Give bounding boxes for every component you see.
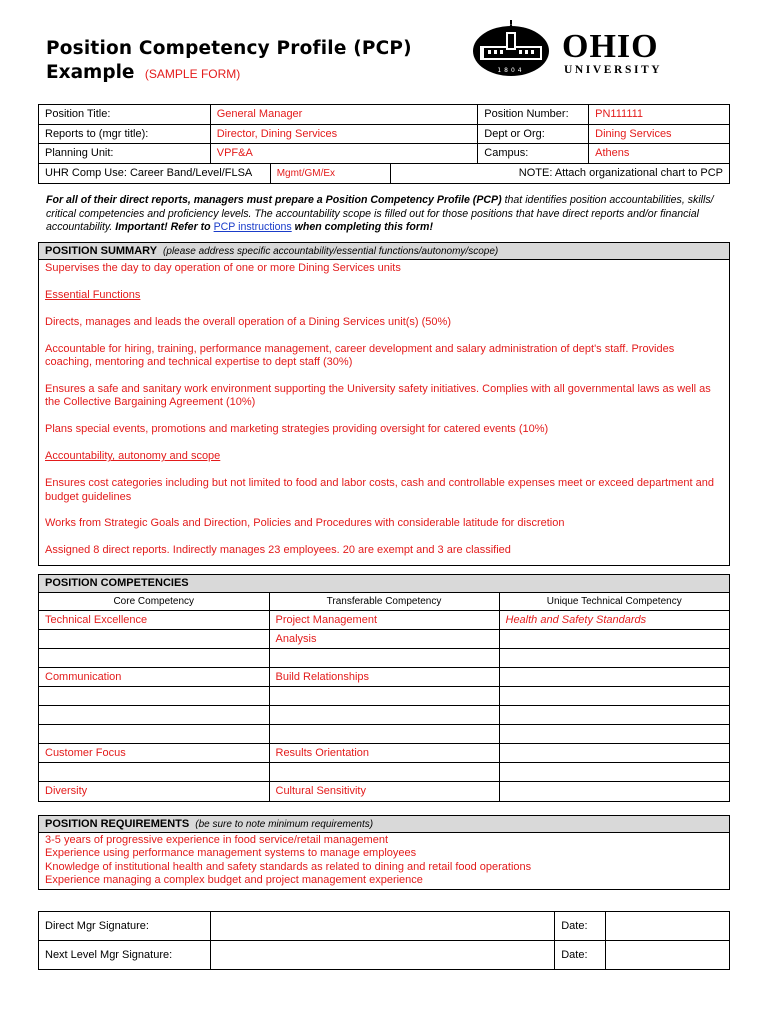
position-requirements-section bbox=[38, 815, 730, 890]
unique-competency-cell[interactable] bbox=[499, 630, 729, 649]
dept-label: Dept or Org: bbox=[478, 124, 589, 144]
requirement-line: 3-5 years of progressive experience in food service/retail management bbox=[45, 834, 389, 846]
table-row bbox=[39, 941, 730, 970]
table-row bbox=[39, 706, 729, 725]
planning-unit-label: Planning Unit: bbox=[39, 144, 211, 164]
direct-mgr-date-field[interactable] bbox=[606, 912, 730, 941]
unique-competency-cell[interactable] bbox=[499, 725, 729, 744]
table-row bbox=[39, 912, 730, 941]
logo-wordmark: OHIO bbox=[562, 28, 659, 65]
requirement-line: Experience managing a complex budget and project management experience bbox=[45, 874, 423, 887]
position-competencies-section bbox=[38, 574, 730, 802]
campus-label: Campus: bbox=[478, 144, 589, 164]
summary-line: Ensures a safe and sanitary work environment supporting the University safety initiatives. Complies with all governmental laws as well as the Collective Bargaining Agreement (10%) bbox=[45, 383, 711, 409]
transferable-competency-cell[interactable]: Build Relationships bbox=[269, 668, 499, 687]
position-summary-text[interactable] bbox=[39, 260, 729, 565]
position-requirements-text[interactable] bbox=[39, 833, 729, 889]
unique-competency-cell[interactable] bbox=[499, 649, 729, 668]
summary-subheading: Accountability, autonomy and scope bbox=[45, 450, 221, 463]
transferable-competency-cell[interactable] bbox=[269, 763, 499, 782]
column-header: Unique Technical Competency bbox=[499, 593, 729, 611]
next-level-mgr-signature-label: Next Level Mgr Signature: bbox=[39, 941, 211, 970]
unique-competency-cell[interactable] bbox=[499, 763, 729, 782]
summary-line: Works from Strategic Goals and Direction, Policies and Procedures with considerable latitude for discretion bbox=[45, 517, 565, 530]
org-chart-note: NOTE: Attach organizational chart to PCP bbox=[390, 164, 729, 184]
signature-table bbox=[38, 911, 730, 970]
pcp-instructions-link[interactable]: PCP instructions bbox=[213, 221, 292, 234]
core-competency-cell[interactable]: Communication bbox=[39, 668, 269, 687]
summary-line: Directs, manages and leads the overall operation of a Dining Services unit(s) (50%) bbox=[45, 315, 451, 328]
section-hint: (be sure to note minimum requirements) bbox=[195, 819, 374, 830]
core-competency-cell[interactable] bbox=[39, 630, 269, 649]
title-example: Example bbox=[46, 62, 135, 83]
ohio-university-logo bbox=[470, 20, 680, 82]
unique-competency-cell[interactable] bbox=[499, 706, 729, 725]
direct-mgr-signature-label: Direct Mgr Signature: bbox=[39, 912, 211, 941]
date-label: Date: bbox=[555, 912, 606, 941]
planning-unit-field[interactable]: VPF&A bbox=[210, 144, 478, 164]
position-requirements-heading bbox=[39, 816, 729, 833]
summary-line: Ensures cost categories including but not limited to food and labor costs, cash and controllable expenses meet or exceed department and budget guidelines bbox=[45, 477, 714, 503]
table-row bbox=[39, 164, 730, 184]
core-competency-cell[interactable] bbox=[39, 706, 269, 725]
requirement-line: Experience using performance management systems to manage employees bbox=[45, 847, 417, 860]
summary-subheading: Essential Functions bbox=[45, 288, 141, 301]
logo-year: 1804 bbox=[497, 67, 525, 74]
transferable-competency-cell[interactable]: Project Management bbox=[269, 611, 499, 630]
reports-to-field[interactable]: Director, Dining Services bbox=[210, 124, 478, 144]
cutler-hall-seal-icon bbox=[470, 20, 556, 82]
transferable-competency-cell[interactable] bbox=[269, 706, 499, 725]
title-line-2 bbox=[46, 62, 412, 83]
position-info-table bbox=[38, 104, 730, 164]
core-competency-cell[interactable] bbox=[39, 725, 269, 744]
next-level-mgr-date-field[interactable] bbox=[606, 941, 730, 970]
table-header-row bbox=[39, 593, 729, 611]
next-level-mgr-signature-field[interactable] bbox=[210, 941, 554, 970]
dept-field[interactable]: Dining Services bbox=[589, 124, 730, 144]
position-number-field[interactable]: PN111111 bbox=[589, 105, 730, 125]
unique-competency-cell[interactable] bbox=[499, 687, 729, 706]
core-competency-cell[interactable] bbox=[39, 687, 269, 706]
core-competency-cell[interactable]: Customer Focus bbox=[39, 744, 269, 763]
unique-competency-cell[interactable]: Health and Safety Standards bbox=[499, 611, 729, 630]
table-row bbox=[39, 725, 729, 744]
uhr-comp-label: UHR Comp Use: Career Band/Level/FLSA bbox=[39, 164, 271, 184]
reports-to-label: Reports to (mgr title): bbox=[39, 124, 211, 144]
table-row bbox=[39, 744, 729, 763]
position-competencies-heading bbox=[39, 575, 729, 592]
title-line-1: Position Competency Profile (PCP) bbox=[46, 38, 412, 59]
transferable-competency-cell[interactable] bbox=[269, 725, 499, 744]
table-row bbox=[39, 782, 729, 801]
core-competency-cell[interactable]: Technical Excellence bbox=[39, 611, 269, 630]
transferable-competency-cell[interactable] bbox=[269, 649, 499, 668]
table-row bbox=[39, 144, 730, 164]
unique-competency-cell[interactable] bbox=[499, 744, 729, 763]
instructions-paragraph bbox=[46, 194, 736, 235]
table-row bbox=[39, 124, 730, 144]
section-title: POSITION COMPETENCIES bbox=[45, 577, 189, 589]
direct-mgr-signature-field[interactable] bbox=[210, 912, 554, 941]
core-competency-cell[interactable]: Diversity bbox=[39, 782, 269, 801]
table-row bbox=[39, 611, 729, 630]
competencies-table bbox=[39, 592, 729, 801]
position-summary-heading bbox=[39, 243, 729, 260]
table-row bbox=[39, 668, 729, 687]
uhr-comp-field[interactable]: Mgmt/GM/Ex bbox=[270, 164, 390, 184]
table-row bbox=[39, 105, 730, 125]
transferable-competency-cell[interactable]: Results Orientation bbox=[269, 744, 499, 763]
intro-bold-text: For all of their direct reports, managers must prepare a Position Competency Profile (PCP) bbox=[46, 194, 502, 206]
section-hint: (please address specific accountability/essential functions/autonomy/scope) bbox=[163, 246, 499, 257]
summary-line: Assigned 8 direct reports. Indirectly manages 23 employees. 20 are exempt and 3 are classified bbox=[45, 544, 511, 557]
column-header: Core Competency bbox=[39, 593, 269, 611]
intro-important: Important! Refer to bbox=[115, 221, 214, 234]
summary-line: Supervises the day to day operation of one or more Dining Services units bbox=[45, 262, 401, 274]
table-row bbox=[39, 649, 729, 668]
intro-text: that identifies position accountabilities, skills/ critical competencies and proficiency levels. The accountability scope is filled out for those positions that have direct reports and/or financial accountability. bbox=[46, 194, 714, 234]
section-title: POSITION SUMMARY bbox=[45, 245, 158, 257]
requirement-line: Knowledge of institutional health and safety standards as related to dining and retail food operations bbox=[45, 860, 532, 873]
position-number-label: Position Number: bbox=[478, 105, 589, 125]
date-label: Date: bbox=[555, 941, 606, 970]
form-title bbox=[46, 38, 412, 83]
sample-form-label: (SAMPLE FORM) bbox=[144, 67, 241, 81]
logo-subtitle: UNIVERSITY bbox=[564, 64, 663, 76]
transferable-competency-cell[interactable] bbox=[269, 687, 499, 706]
transferable-competency-cell[interactable]: Analysis bbox=[269, 630, 499, 649]
summary-line: Plans special events, promotions and marketing strategies providing oversight for catered events (10%) bbox=[45, 423, 549, 436]
table-row bbox=[39, 630, 729, 649]
unique-competency-cell[interactable] bbox=[499, 668, 729, 687]
table-row bbox=[39, 687, 729, 706]
column-header: Transferable Competency bbox=[269, 593, 499, 611]
intro-end: when completing this form! bbox=[291, 221, 433, 234]
campus-field[interactable]: Athens bbox=[589, 144, 730, 164]
uhr-comp-table bbox=[38, 163, 730, 184]
transferable-competency-cell[interactable]: Cultural Sensitivity bbox=[269, 782, 499, 801]
position-title-field[interactable]: General Manager bbox=[210, 105, 478, 125]
section-title: POSITION REQUIREMENTS bbox=[45, 818, 190, 830]
summary-line: Accountable for hiring, training, performance management, career development and salary administration of dept's staff. Provides coaching, mentoring and technical expertise to dept staff (30%) bbox=[45, 342, 675, 369]
position-summary-section bbox=[38, 242, 730, 566]
unique-competency-cell[interactable] bbox=[499, 782, 729, 801]
position-title-label: Position Title: bbox=[39, 105, 211, 125]
core-competency-cell[interactable] bbox=[39, 763, 269, 782]
table-row bbox=[39, 763, 729, 782]
core-competency-cell[interactable] bbox=[39, 649, 269, 668]
